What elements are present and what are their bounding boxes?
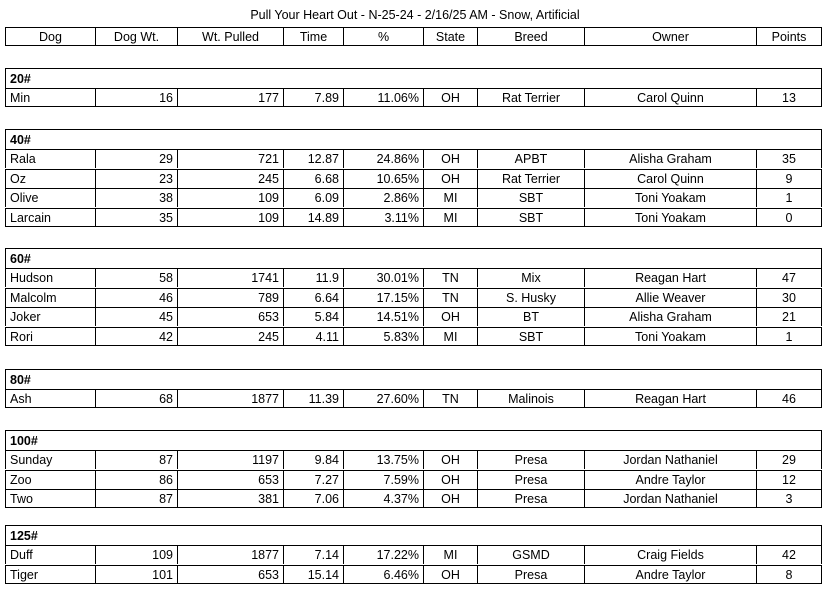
breed-cell[interactable]: GSMD xyxy=(478,545,585,564)
column-header-dog[interactable]: Dog xyxy=(5,27,96,46)
weight-class-header: 125# xyxy=(5,525,822,546)
column-header-state[interactable]: State xyxy=(424,27,478,46)
weight-pulled-cell[interactable]: 653 xyxy=(178,307,284,326)
percent-cell[interactable]: 17.22% xyxy=(344,545,424,564)
state-cell[interactable]: MI xyxy=(424,208,478,227)
breed-cell[interactable]: Rat Terrier xyxy=(478,88,585,107)
weight-pulled-cell[interactable]: 109 xyxy=(178,208,284,227)
owner-cell[interactable]: Allie Weaver xyxy=(585,288,757,307)
points-cell[interactable]: 47 xyxy=(757,268,822,287)
breed-cell[interactable]: Malinois xyxy=(478,389,585,408)
column-header-weight-pulled[interactable]: Wt. Pulled xyxy=(178,27,284,46)
time-cell[interactable]: 12.87 xyxy=(284,149,344,168)
dog-cell[interactable]: Ash xyxy=(5,389,96,408)
dog-weight-cell[interactable]: 35 xyxy=(96,208,178,227)
weight-pulled-cell[interactable]: 381 xyxy=(178,489,284,508)
state-cell[interactable]: MI xyxy=(424,327,478,346)
breed-cell[interactable]: Presa xyxy=(478,565,585,584)
points-cell[interactable]: 1 xyxy=(757,327,822,346)
weight-class-header: 20# xyxy=(5,68,822,89)
weight-pulled-cell[interactable]: 653 xyxy=(178,470,284,489)
time-cell[interactable]: 7.14 xyxy=(284,545,344,564)
state-cell[interactable]: OH xyxy=(424,565,478,584)
owner-cell[interactable]: Andre Taylor xyxy=(585,565,757,584)
percent-cell[interactable]: 7.59% xyxy=(344,470,424,489)
owner-cell[interactable]: Craig Fields xyxy=(585,545,757,564)
percent-cell[interactable]: 3.11% xyxy=(344,208,424,227)
header-row xyxy=(5,27,822,46)
table-row xyxy=(5,288,822,307)
weight-class-header: 60# xyxy=(5,248,822,269)
percent-cell[interactable]: 17.15% xyxy=(344,288,424,307)
owner-cell[interactable]: Jordan Nathaniel xyxy=(585,450,757,469)
state-cell[interactable]: TN xyxy=(424,288,478,307)
owner-cell[interactable]: Alisha Graham xyxy=(585,307,757,326)
percent-cell[interactable]: 14.51% xyxy=(344,307,424,326)
weight-pulled-cell[interactable]: 1197 xyxy=(178,450,284,469)
points-cell[interactable]: 1 xyxy=(757,188,822,207)
time-cell[interactable]: 7.27 xyxy=(284,470,344,489)
dog-weight-cell[interactable]: 42 xyxy=(96,327,178,346)
points-cell[interactable]: 12 xyxy=(757,470,822,489)
table-row xyxy=(5,149,822,168)
points-cell[interactable]: 3 xyxy=(757,489,822,508)
weight-pulled-cell[interactable]: 109 xyxy=(178,188,284,207)
weight-pulled-cell[interactable]: 1741 xyxy=(178,268,284,287)
percent-cell[interactable]: 6.46% xyxy=(344,565,424,584)
points-cell[interactable]: 8 xyxy=(757,565,822,584)
column-header-dog-weight[interactable]: Dog Wt. xyxy=(96,27,178,46)
owner-cell[interactable]: Toni Yoakam xyxy=(585,327,757,346)
percent-cell[interactable]: 24.86% xyxy=(344,149,424,168)
column-header-owner[interactable]: Owner xyxy=(585,27,757,46)
percent-cell[interactable]: 27.60% xyxy=(344,389,424,408)
table-row xyxy=(5,327,822,346)
table-row xyxy=(5,565,822,584)
table-row xyxy=(5,470,822,489)
weight-class-header: 80# xyxy=(5,369,822,390)
table-row xyxy=(5,169,822,188)
time-cell[interactable]: 7.89 xyxy=(284,88,344,107)
dog-cell[interactable]: Tiger xyxy=(5,565,96,584)
owner-cell[interactable]: Jordan Nathaniel xyxy=(585,489,757,508)
table-row xyxy=(5,88,822,107)
weight-pulled-cell[interactable]: 245 xyxy=(178,327,284,346)
table-row xyxy=(5,489,822,508)
dog-weight-cell[interactable]: 29 xyxy=(96,149,178,168)
percent-cell[interactable]: 2.86% xyxy=(344,188,424,207)
owner-cell[interactable]: Reagan Hart xyxy=(585,268,757,287)
owner-cell[interactable]: Carol Quinn xyxy=(585,88,757,107)
dog-weight-cell[interactable]: 87 xyxy=(96,489,178,508)
dog-weight-cell[interactable]: 58 xyxy=(96,268,178,287)
owner-cell[interactable]: Andre Taylor xyxy=(585,470,757,489)
dog-cell[interactable]: Two xyxy=(5,489,96,508)
breed-cell[interactable]: Mix xyxy=(478,268,585,287)
weight-class-header: 100# xyxy=(5,430,822,451)
weight-pulled-cell[interactable]: 721 xyxy=(178,149,284,168)
table-row xyxy=(5,188,822,207)
dog-cell[interactable]: Joker xyxy=(5,307,96,326)
time-cell[interactable]: 6.64 xyxy=(284,288,344,307)
dog-cell[interactable]: Oz xyxy=(5,169,96,188)
column-header-time[interactable]: Time xyxy=(284,27,344,46)
owner-cell[interactable]: Toni Yoakam xyxy=(585,208,757,227)
breed-cell[interactable]: SBT xyxy=(478,327,585,346)
time-cell[interactable]: 15.14 xyxy=(284,565,344,584)
breed-cell[interactable]: Presa xyxy=(478,489,585,508)
points-cell[interactable]: 30 xyxy=(757,288,822,307)
dog-weight-cell[interactable]: 109 xyxy=(96,545,178,564)
time-cell[interactable]: 11.39 xyxy=(284,389,344,408)
percent-cell[interactable]: 5.83% xyxy=(344,327,424,346)
percent-cell[interactable]: 10.65% xyxy=(344,169,424,188)
dog-weight-cell[interactable]: 45 xyxy=(96,307,178,326)
weight-pulled-cell[interactable]: 789 xyxy=(178,288,284,307)
table-row xyxy=(5,545,822,564)
dog-weight-cell[interactable]: 101 xyxy=(96,565,178,584)
dog-cell[interactable]: Min xyxy=(5,88,96,107)
owner-cell[interactable]: Alisha Graham xyxy=(585,149,757,168)
weight-pulled-cell[interactable]: 1877 xyxy=(178,389,284,408)
state-cell[interactable]: TN xyxy=(424,389,478,408)
weight-pulled-cell[interactable]: 177 xyxy=(178,88,284,107)
time-cell[interactable]: 5.84 xyxy=(284,307,344,326)
dog-weight-cell[interactable]: 46 xyxy=(96,288,178,307)
percent-cell[interactable]: 11.06% xyxy=(344,88,424,107)
time-cell[interactable]: 6.68 xyxy=(284,169,344,188)
state-cell[interactable]: OH xyxy=(424,450,478,469)
dog-weight-cell[interactable]: 23 xyxy=(96,169,178,188)
table-row xyxy=(5,389,822,408)
state-cell[interactable]: OH xyxy=(424,169,478,188)
state-cell[interactable]: OH xyxy=(424,489,478,508)
breed-cell[interactable]: Rat Terrier xyxy=(478,169,585,188)
percent-cell[interactable]: 13.75% xyxy=(344,450,424,469)
points-cell[interactable]: 0 xyxy=(757,208,822,227)
points-cell[interactable]: 29 xyxy=(757,450,822,469)
time-cell[interactable]: 7.06 xyxy=(284,489,344,508)
column-header-points[interactable]: Points xyxy=(757,27,822,46)
time-cell[interactable]: 6.09 xyxy=(284,188,344,207)
dog-cell[interactable]: Malcolm xyxy=(5,288,96,307)
breed-cell[interactable]: Presa xyxy=(478,450,585,469)
state-cell[interactable]: TN xyxy=(424,268,478,287)
table-row xyxy=(5,268,822,287)
dog-cell[interactable]: Hudson xyxy=(5,268,96,287)
table-row xyxy=(5,450,822,469)
dog-cell[interactable]: Larcain xyxy=(5,208,96,227)
state-cell[interactable]: OH xyxy=(424,149,478,168)
weight-pulled-cell[interactable]: 245 xyxy=(178,169,284,188)
dog-cell[interactable]: Duff xyxy=(5,545,96,564)
time-cell[interactable]: 11.9 xyxy=(284,268,344,287)
time-cell[interactable]: 4.11 xyxy=(284,327,344,346)
state-cell[interactable]: MI xyxy=(424,188,478,207)
state-cell[interactable]: OH xyxy=(424,307,478,326)
dog-weight-cell[interactable]: 87 xyxy=(96,450,178,469)
breed-cell[interactable]: SBT xyxy=(478,208,585,227)
weight-pulled-cell[interactable]: 1877 xyxy=(178,545,284,564)
points-cell[interactable]: 46 xyxy=(757,389,822,408)
dog-cell[interactable]: Rala xyxy=(5,149,96,168)
dog-cell[interactable]: Olive xyxy=(5,188,96,207)
owner-cell[interactable]: Toni Yoakam xyxy=(585,188,757,207)
breed-cell[interactable]: BT xyxy=(478,307,585,326)
state-cell[interactable]: OH xyxy=(424,470,478,489)
breed-cell[interactable]: S. Husky xyxy=(478,288,585,307)
page-title: Pull Your Heart Out - N-25-24 - 2/16/25 AM - Snow, Artificial xyxy=(250,8,580,22)
column-header-breed[interactable]: Breed xyxy=(478,27,585,46)
breed-cell[interactable]: Presa xyxy=(478,470,585,489)
time-cell[interactable]: 9.84 xyxy=(284,450,344,469)
state-cell[interactable]: MI xyxy=(424,545,478,564)
dog-weight-cell[interactable]: 86 xyxy=(96,470,178,489)
table-row xyxy=(5,307,822,326)
owner-cell[interactable]: Carol Quinn xyxy=(585,169,757,188)
points-cell[interactable]: 9 xyxy=(757,169,822,188)
percent-cell[interactable]: 4.37% xyxy=(344,489,424,508)
percent-cell[interactable]: 30.01% xyxy=(344,268,424,287)
owner-cell[interactable]: Reagan Hart xyxy=(585,389,757,408)
time-cell[interactable]: 14.89 xyxy=(284,208,344,227)
dog-weight-cell[interactable]: 16 xyxy=(96,88,178,107)
dog-cell[interactable]: Zoo xyxy=(5,470,96,489)
breed-cell[interactable]: APBT xyxy=(478,149,585,168)
dog-cell[interactable]: Sunday xyxy=(5,450,96,469)
dog-weight-cell[interactable]: 68 xyxy=(96,389,178,408)
state-cell[interactable]: OH xyxy=(424,88,478,107)
weight-pulled-cell[interactable]: 653 xyxy=(178,565,284,584)
table-row xyxy=(5,208,822,227)
weight-class-header: 40# xyxy=(5,129,822,150)
points-cell[interactable]: 35 xyxy=(757,149,822,168)
points-cell[interactable]: 21 xyxy=(757,307,822,326)
breed-cell[interactable]: SBT xyxy=(478,188,585,207)
points-cell[interactable]: 13 xyxy=(757,88,822,107)
column-header-percent[interactable]: % xyxy=(344,27,424,46)
points-cell[interactable]: 42 xyxy=(757,545,822,564)
dog-cell[interactable]: Rori xyxy=(5,327,96,346)
dog-weight-cell[interactable]: 38 xyxy=(96,188,178,207)
